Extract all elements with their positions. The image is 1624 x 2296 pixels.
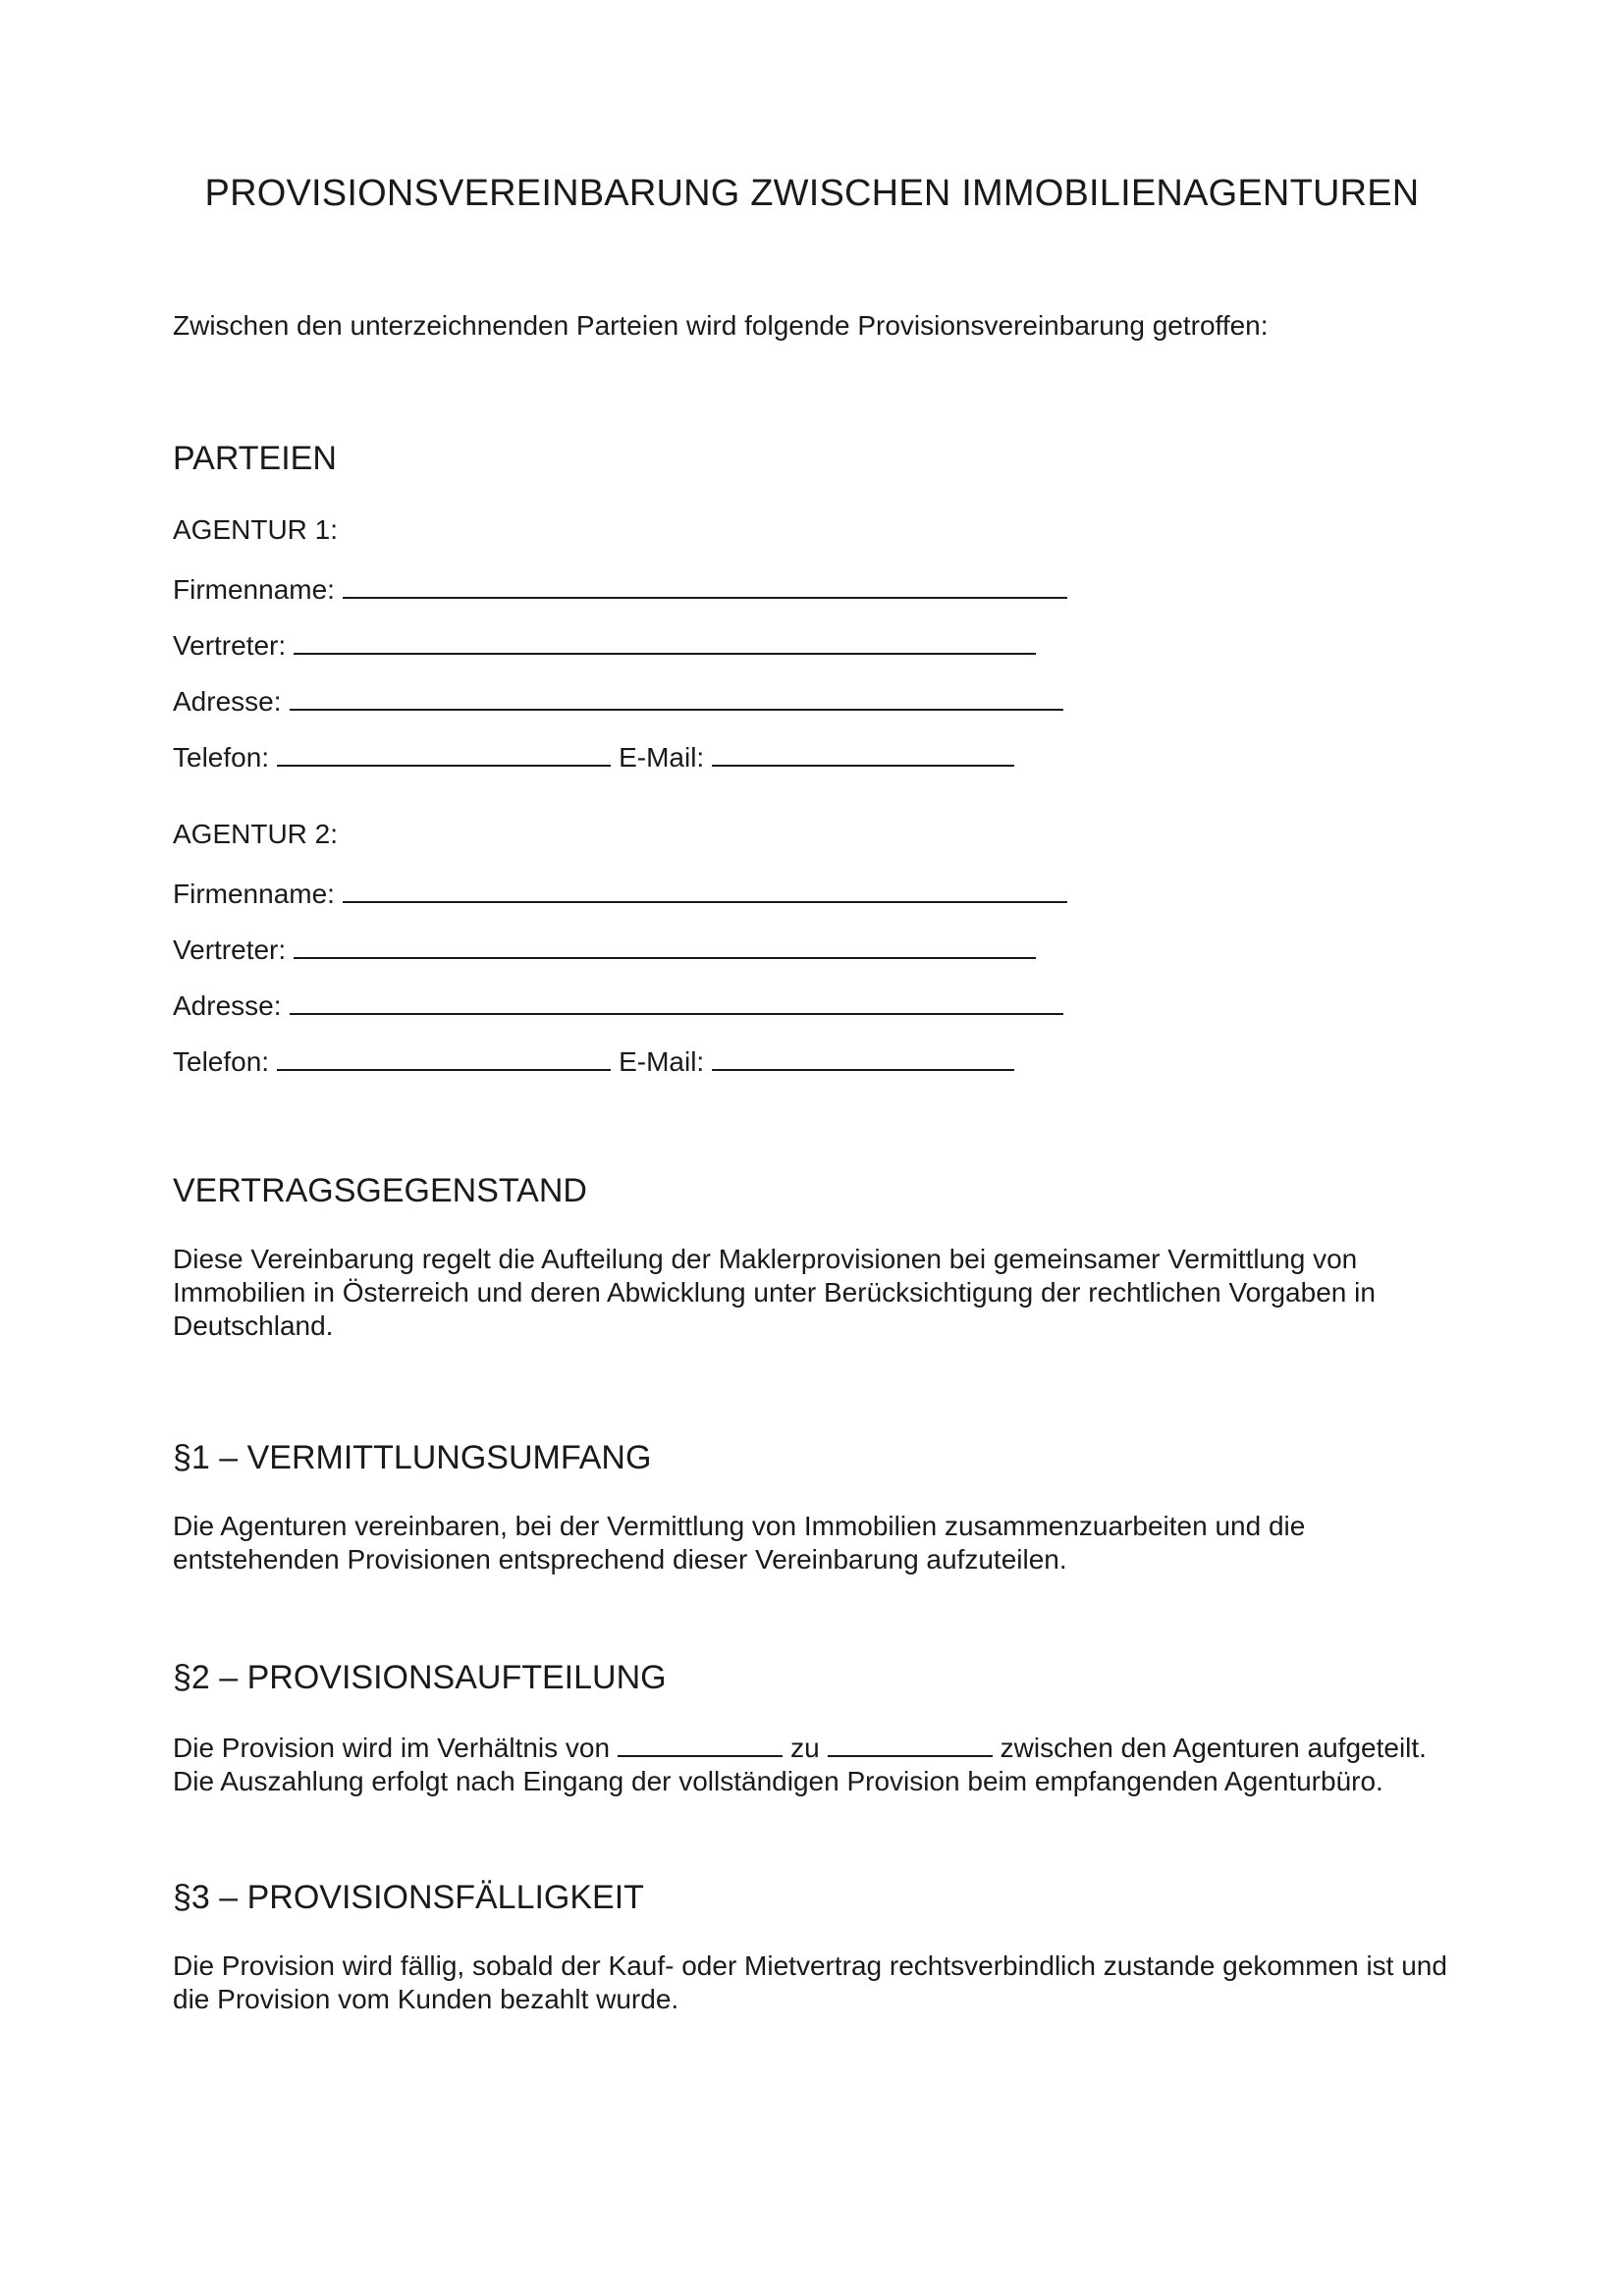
address-label: Adresse:: [173, 990, 282, 1021]
agency2-address-field[interactable]: [290, 988, 1063, 1015]
section2-text: [173, 1730, 1479, 1798]
section2-heading: §2 – PROVISIONSAUFTEILUNG: [173, 1659, 667, 1696]
company-label: Firmenname:: [173, 574, 335, 605]
agency1-representative-row: [173, 627, 1036, 662]
agency2-phone-field[interactable]: [277, 1043, 611, 1071]
parties-heading: PARTEIEN: [173, 440, 337, 477]
address-label: Adresse:: [173, 686, 282, 717]
intro-text: Zwischen den unterzeichnenden Parteien wird folgende Provisionsvereinbarung getroffen:: [173, 310, 1269, 341]
ratio-field-1[interactable]: [618, 1730, 783, 1757]
section1-heading: §1 – VERMITTLUNGSUMFANG: [173, 1439, 652, 1476]
representative-label: Vertreter:: [173, 630, 287, 661]
agency2-address-row: [173, 988, 1063, 1022]
agency2-email-field[interactable]: [712, 1043, 1014, 1071]
section2-payout-line: Die Auszahlung erfolgt nach Eingang der vollständigen Provision beim empfangenden Agenturbüro.: [173, 1766, 1383, 1796]
agency2-company-row: [173, 876, 1067, 910]
section2-ratio-line: [173, 1730, 1479, 1765]
phone-label: Telefon:: [173, 742, 270, 773]
agency1-company-field[interactable]: [343, 571, 1067, 599]
ratio-text-middle: zu: [790, 1733, 820, 1763]
agency1-company-row: [173, 571, 1067, 606]
agency1-heading: AGENTUR 1:: [173, 514, 339, 545]
agency1-contact-row: [173, 739, 1014, 774]
company-label: Firmenname:: [173, 879, 335, 909]
agency2-representative-field[interactable]: [294, 932, 1036, 959]
section3-heading: §3 – PROVISIONSFÄLLIGKEIT: [173, 1879, 644, 1916]
agency1-phone-field[interactable]: [277, 739, 611, 767]
document-title: PROVISIONSVEREINBARUNG ZWISCHEN IMMOBILIENAGENTUREN: [204, 173, 1420, 214]
agency2-representative-row: [173, 932, 1036, 966]
agency2-heading: AGENTUR 2:: [173, 819, 339, 849]
ratio-text-end: zwischen den Agenturen aufgeteilt.: [1000, 1733, 1427, 1763]
representative-label: Vertreter:: [173, 934, 287, 965]
agency1-address-row: [173, 683, 1063, 718]
ratio-text-start: Die Provision wird im Verhältnis von: [173, 1733, 611, 1763]
agency1-email-field[interactable]: [712, 739, 1014, 767]
email-label: E-Mail:: [619, 742, 705, 773]
agency2-company-field[interactable]: [343, 876, 1067, 903]
section3-text: Die Provision wird fällig, sobald der Kauf- oder Mietvertrag rechtsverbindlich zustande gekommen ist und die Provision vom Kunden bezahlt wurde.: [173, 1950, 1447, 2014]
email-label: E-Mail:: [619, 1046, 705, 1077]
ratio-field-2[interactable]: [828, 1730, 993, 1757]
section1-text: Die Agenturen vereinbaren, bei der Vermittlung von Immobilien zusammenzuarbeiten und die entstehenden Provisionen entsprechend dieser Vereinbarung aufzuteilen.: [173, 1511, 1306, 1575]
agency1-address-field[interactable]: [290, 683, 1063, 711]
subject-text: Diese Vereinbarung regelt die Aufteilung der Maklerprovisionen bei gemeinsamer Vermittlung von Immobilien in Österreich und deren Abwicklung unter Berücksichtigung der rechtlichen Vorgaben in Deutschland.: [173, 1244, 1376, 1341]
subject-heading: VERTRAGSGEGENSTAND: [173, 1172, 587, 1209]
agency1-representative-field[interactable]: [294, 627, 1036, 655]
phone-label: Telefon:: [173, 1046, 270, 1077]
agency2-contact-row: [173, 1043, 1014, 1078]
